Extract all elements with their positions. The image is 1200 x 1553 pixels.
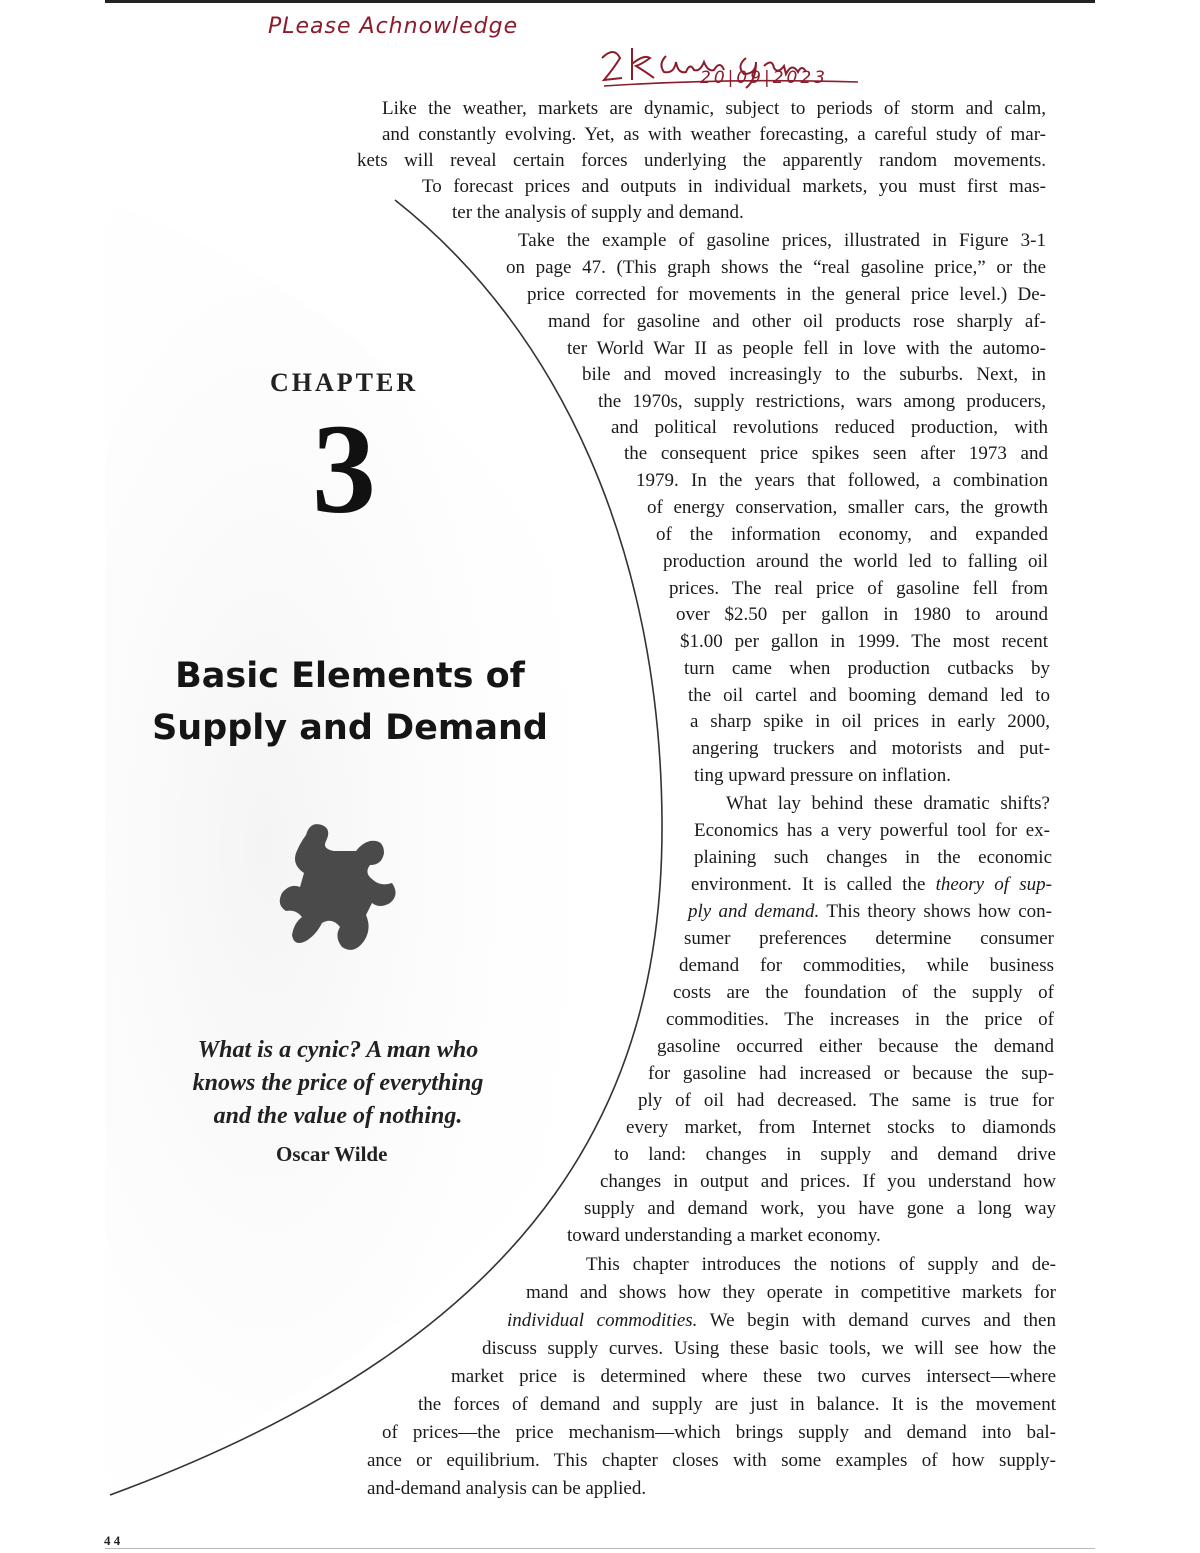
para3-line-text: environment. It is called the bbox=[691, 874, 936, 895]
para2-line: of energy conservation, smaller cars, the growth bbox=[647, 497, 1048, 518]
para2-line: Take the example of gasoline prices, illustrated in Figure 3-1 bbox=[518, 230, 1046, 251]
para2-line: and political revolutions reduced production, with bbox=[611, 417, 1048, 438]
handwritten-note: PLease Achnowledge bbox=[268, 14, 519, 39]
para3-line: demand for commodities, while business bbox=[679, 955, 1054, 976]
page-number: 4 4 bbox=[104, 1533, 121, 1548]
term-theory: theory of sup- bbox=[935, 874, 1052, 895]
para3-line: gasoline occurred either because the demand bbox=[657, 1036, 1054, 1057]
para2-line: on page 47. (This graph shows the “real gasoline price,” or the bbox=[506, 257, 1046, 278]
chapter-number: 3 bbox=[312, 398, 376, 540]
para3-line: every market, from Internet stocks to diamonds bbox=[626, 1117, 1056, 1138]
para2-line: price corrected for movements in the general price level.) De- bbox=[527, 284, 1046, 305]
para2-line: bile and moved increasingly to the suburbs. Next, in bbox=[582, 364, 1046, 385]
para1-line: To forecast prices and outputs in individual markets, you must first mas- bbox=[422, 176, 1046, 197]
para2-line: angering truckers and motorists and put- bbox=[692, 738, 1050, 759]
para3-line: Economics has a very powerful tool for ex- bbox=[694, 820, 1050, 841]
para2-line: prices. The real price of gasoline fell from bbox=[669, 578, 1048, 599]
para3-line: plaining such changes in the economic bbox=[694, 847, 1052, 868]
epigraph-author: Oscar Wilde bbox=[276, 1142, 388, 1166]
para4-line bbox=[507, 1308, 1056, 1334]
para1-line: ter the analysis of supply and demand. bbox=[452, 202, 744, 223]
para3-line: changes in output and prices. If you understand how bbox=[600, 1171, 1056, 1192]
para2-line: over $2.50 per gallon in 1980 to around bbox=[676, 604, 1048, 625]
para3-line-text: This theory shows how con- bbox=[819, 901, 1052, 922]
para4-line: This chapter introduces the notions of supply and de- bbox=[586, 1254, 1056, 1275]
para4-line: the forces of demand and supply are just in balance. It is the movement bbox=[418, 1394, 1056, 1415]
handwritten-date: 20|09|2023 bbox=[700, 68, 828, 88]
para1-line: and constantly evolving. Yet, as with weather forecasting, a careful study of mar- bbox=[382, 124, 1046, 145]
bottom-rule bbox=[105, 1548, 1095, 1549]
term-supply-demand: ply and demand. bbox=[688, 901, 820, 922]
para2-line: a sharp spike in oil prices in early 2000, bbox=[690, 711, 1050, 732]
para2-line: ting upward pressure on inflation. bbox=[694, 765, 951, 786]
epigraph-line-1: What is a cynic? A man who bbox=[197, 1037, 479, 1063]
para4-line-text: We begin with demand curves and then bbox=[697, 1310, 1056, 1331]
puzzle-piece-icon bbox=[276, 817, 400, 959]
para2-line: 1979. In the years that followed, a combination bbox=[636, 470, 1048, 491]
para3-line: commodities. The increases in the price of bbox=[666, 1009, 1054, 1030]
para3-line bbox=[691, 872, 1052, 898]
epigraph-line-2: knows the price of everything bbox=[192, 1070, 484, 1096]
epigraph-line-3: and the value of nothing. bbox=[213, 1103, 463, 1129]
para2-line: ter World War II as people fell in love with the automo- bbox=[567, 338, 1046, 359]
para2-line: the oil cartel and booming demand led to bbox=[688, 685, 1050, 706]
para2-line: production around the world led to falling oil bbox=[663, 551, 1048, 572]
para2-line: of the information economy, and expanded bbox=[656, 524, 1048, 545]
para2-line: turn came when production cutbacks by bbox=[684, 658, 1050, 679]
para3-line: supply and demand work, you have gone a long way bbox=[584, 1198, 1056, 1219]
para4-line: and-demand analysis can be applied. bbox=[367, 1478, 647, 1499]
para3-line: What lay behind these dramatic shifts? bbox=[726, 793, 1050, 814]
para4-line: mand and shows how they operate in competitive markets for bbox=[526, 1282, 1056, 1303]
para3-line: for gasoline had increased or because the sup- bbox=[648, 1063, 1054, 1084]
para3-line: costs are the foundation of the supply of bbox=[673, 982, 1054, 1003]
chapter-title-line-1: Basic Elements of bbox=[175, 656, 525, 696]
para3-line: sumer preferences determine consumer bbox=[684, 928, 1054, 949]
para4-line: of prices—the price mechanism—which brings supply and demand into bal- bbox=[382, 1422, 1056, 1443]
chapter-title bbox=[140, 650, 560, 754]
para3-line bbox=[688, 899, 1052, 925]
para4-line: discuss supply curves. Using these basic tools, we will see how the bbox=[482, 1338, 1056, 1359]
para2-line: $1.00 per gallon in 1999. The most recent bbox=[680, 631, 1048, 652]
chapter-title-line-2: Supply and Demand bbox=[152, 708, 548, 748]
para1-line: kets will reveal certain forces underlying the apparently random movements. bbox=[357, 150, 1046, 171]
para3-line: to land: changes in supply and demand drive bbox=[614, 1144, 1056, 1165]
para2-line: the 1970s, supply restrictions, wars among producers, bbox=[598, 391, 1046, 412]
para2-line: the consequent price spikes seen after 1973 and bbox=[624, 443, 1048, 464]
para4-line: ance or equilibrium. This chapter closes with some examples of how supply- bbox=[367, 1450, 1056, 1471]
para2-line: mand for gasoline and other oil products rose sharply af- bbox=[548, 311, 1046, 332]
para1-line: Like the weather, markets are dynamic, subject to periods of storm and calm, bbox=[382, 98, 1046, 119]
para3-line: ply of oil had decreased. The same is true for bbox=[638, 1090, 1054, 1111]
para4-line: market price is determined where these two curves intersect—where bbox=[451, 1366, 1056, 1387]
para3-line: toward understanding a market economy. bbox=[567, 1225, 881, 1246]
chapter-label: CHAPTER bbox=[270, 368, 419, 397]
epigraph bbox=[158, 1034, 518, 1133]
term-individual-commodities: individual commodities. bbox=[507, 1310, 698, 1331]
